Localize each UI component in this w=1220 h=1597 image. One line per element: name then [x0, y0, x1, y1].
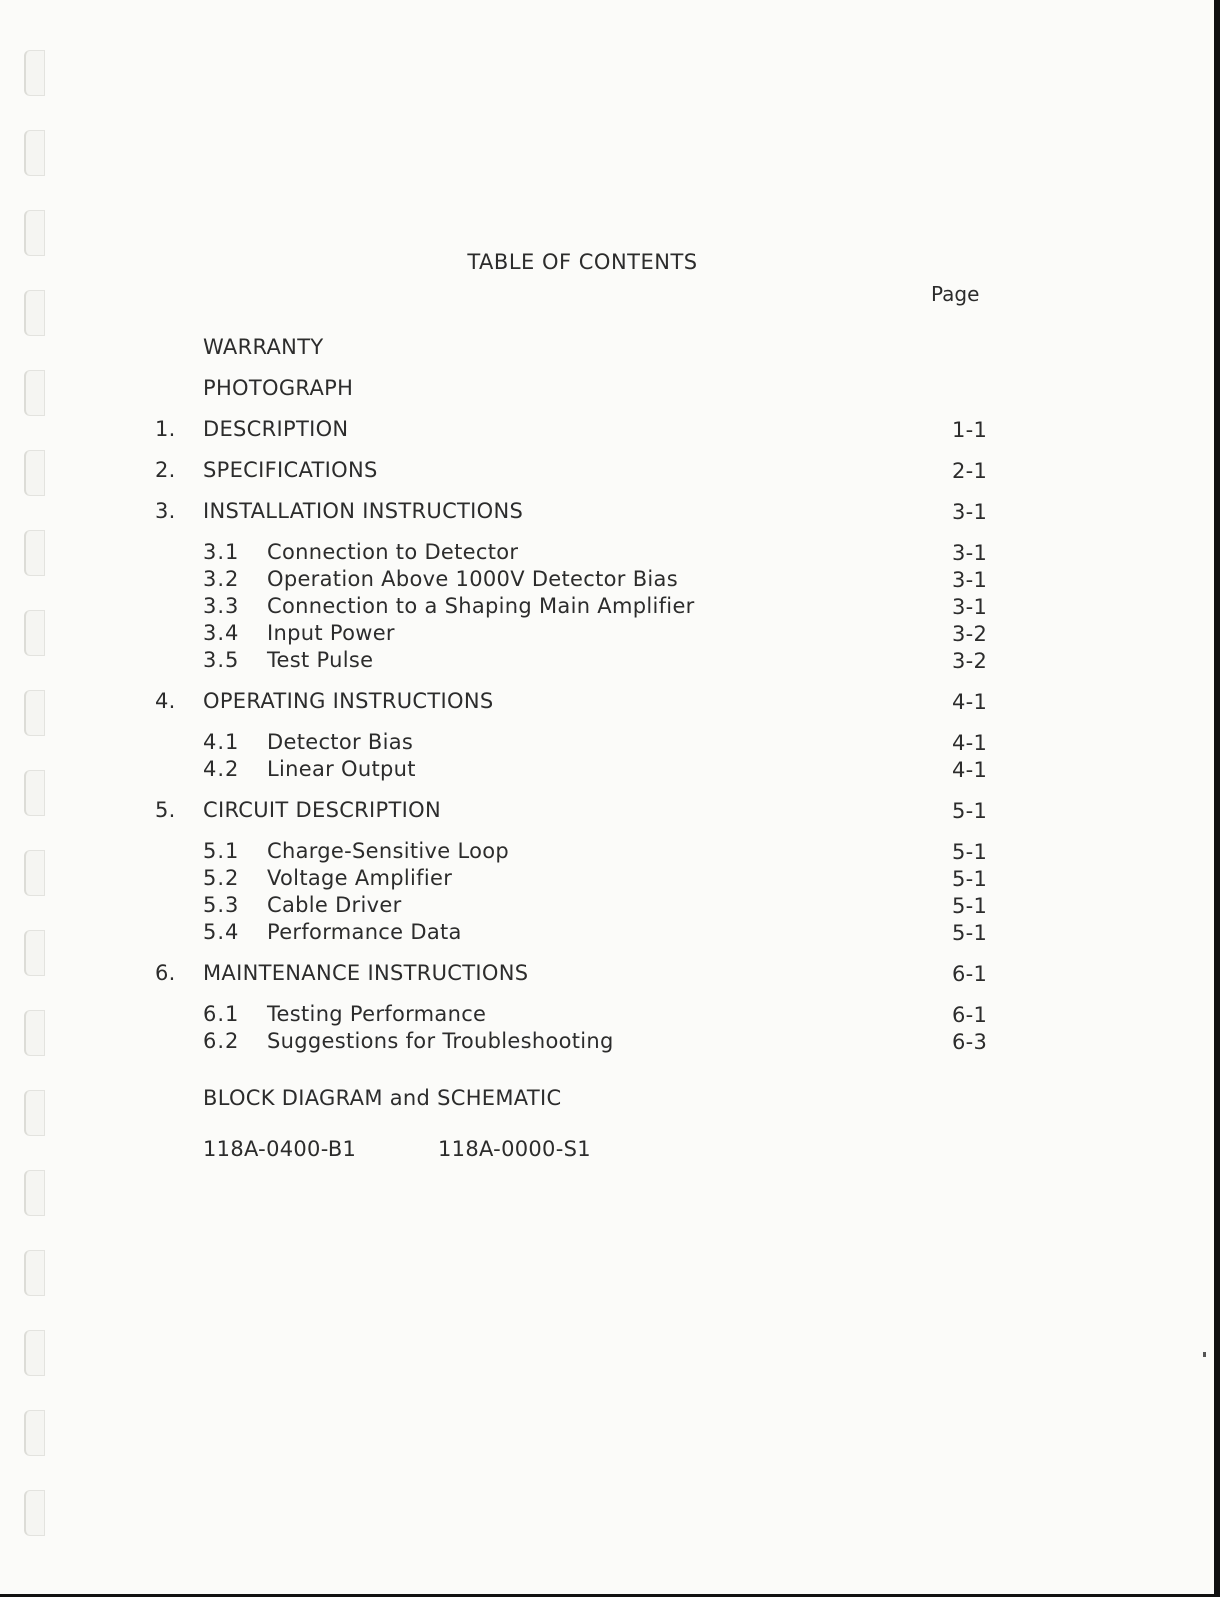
subsection-number: 5.3 [203, 893, 240, 917]
section-title: MAINTENANCE INSTRUCTIONS [203, 961, 529, 985]
section-page: 2-1 [952, 459, 988, 483]
subsection-number: 5.2 [203, 866, 240, 890]
subsection-number: 3.4 [203, 621, 240, 645]
subsection-page: 3-1 [952, 568, 988, 592]
binding-hole [24, 690, 45, 736]
subsection-title: Linear Output [267, 757, 416, 781]
subsection-title: Connection to a Shaping Main Amplifier [267, 594, 695, 618]
binding-hole [24, 1090, 45, 1136]
subsection-number: 6.1 [203, 1002, 240, 1026]
toc-entry-warranty: WARRANTY [203, 335, 324, 359]
binding-hole [24, 290, 45, 336]
section-page: 6-1 [952, 962, 988, 986]
binding-hole [24, 1330, 45, 1376]
subsection-page: 5-1 [952, 921, 988, 945]
subsection-title: Suggestions for Troubleshooting [267, 1029, 614, 1053]
binding-hole [24, 770, 45, 816]
subsection-number: 6.2 [203, 1029, 240, 1053]
subsection-page: 4-1 [952, 758, 988, 782]
subsection-title: Detector Bias [267, 730, 414, 754]
binding-hole [24, 50, 45, 96]
toc-entry-block-diagram: BLOCK DIAGRAM and SCHEMATIC [203, 1086, 562, 1110]
section-title: OPERATING INSTRUCTIONS [203, 689, 494, 713]
section-page: 3-1 [952, 500, 988, 524]
subsection-page: 3-1 [952, 541, 988, 565]
section-number: 1. [155, 417, 176, 441]
subsection-title: Input Power [267, 621, 395, 645]
subsection-title: Operation Above 1000V Detector Bias [267, 567, 678, 591]
scan-speck [1203, 1352, 1206, 1357]
subsection-number: 4.2 [203, 757, 240, 781]
section-title: CIRCUIT DESCRIPTION [203, 798, 441, 822]
section-title: INSTALLATION INSTRUCTIONS [203, 499, 524, 523]
subsection-number: 4.1 [203, 730, 240, 754]
subsection-title: Cable Driver [267, 893, 402, 917]
subsection-page: 3-2 [952, 649, 988, 673]
binding-hole [24, 450, 45, 496]
subsection-title: Test Pulse [267, 648, 374, 672]
binding-hole [24, 1490, 45, 1536]
section-page: 5-1 [952, 799, 988, 823]
subsection-number: 5.4 [203, 920, 240, 944]
toc-entry-photograph: PHOTOGRAPH [203, 376, 354, 400]
subsection-page: 5-1 [952, 840, 988, 864]
section-number: 3. [155, 499, 176, 523]
subsection-page: 6-1 [952, 1003, 988, 1027]
binding-hole [24, 370, 45, 416]
binding-hole [24, 850, 45, 896]
subsection-number: 3.1 [203, 540, 240, 564]
subsection-title: Connection to Detector [267, 540, 519, 564]
section-number: 4. [155, 689, 176, 713]
subsection-page: 3-2 [952, 622, 988, 646]
subsection-title: Charge-Sensitive Loop [267, 839, 510, 863]
binding-hole [24, 1010, 45, 1056]
drawing-code: 118A-0400-B1 [203, 1137, 357, 1161]
subsection-title: Performance Data [267, 920, 462, 944]
binding-hole [24, 1170, 45, 1216]
subsection-number: 3.5 [203, 648, 240, 672]
subsection-page: 5-1 [952, 867, 988, 891]
subsection-number: 5.1 [203, 839, 240, 863]
binding-hole [24, 930, 45, 976]
binding-hole [24, 610, 45, 656]
section-title: DESCRIPTION [203, 417, 349, 441]
subsection-page: 5-1 [952, 894, 988, 918]
subsection-title: Voltage Amplifier [267, 866, 453, 890]
page-column-header: Page [931, 282, 980, 306]
section-number: 5. [155, 798, 176, 822]
subsection-page: 4-1 [952, 731, 988, 755]
subsection-title: Testing Performance [267, 1002, 487, 1026]
binding-hole [24, 1410, 45, 1456]
section-page: 4-1 [952, 690, 988, 714]
section-page: 1-1 [952, 418, 988, 442]
binding-hole [24, 1250, 45, 1296]
drawing-code: 118A-0000-S1 [438, 1137, 591, 1161]
toc-title: TABLE OF CONTENTS [467, 250, 698, 274]
section-number: 2. [155, 458, 176, 482]
binding-hole [24, 130, 45, 176]
subsection-number: 3.2 [203, 567, 240, 591]
section-number: 6. [155, 961, 176, 985]
section-title: SPECIFICATIONS [203, 458, 378, 482]
subsection-page: 6-3 [952, 1030, 988, 1054]
subsection-number: 3.3 [203, 594, 240, 618]
subsection-page: 3-1 [952, 595, 988, 619]
binding-hole [24, 530, 45, 576]
